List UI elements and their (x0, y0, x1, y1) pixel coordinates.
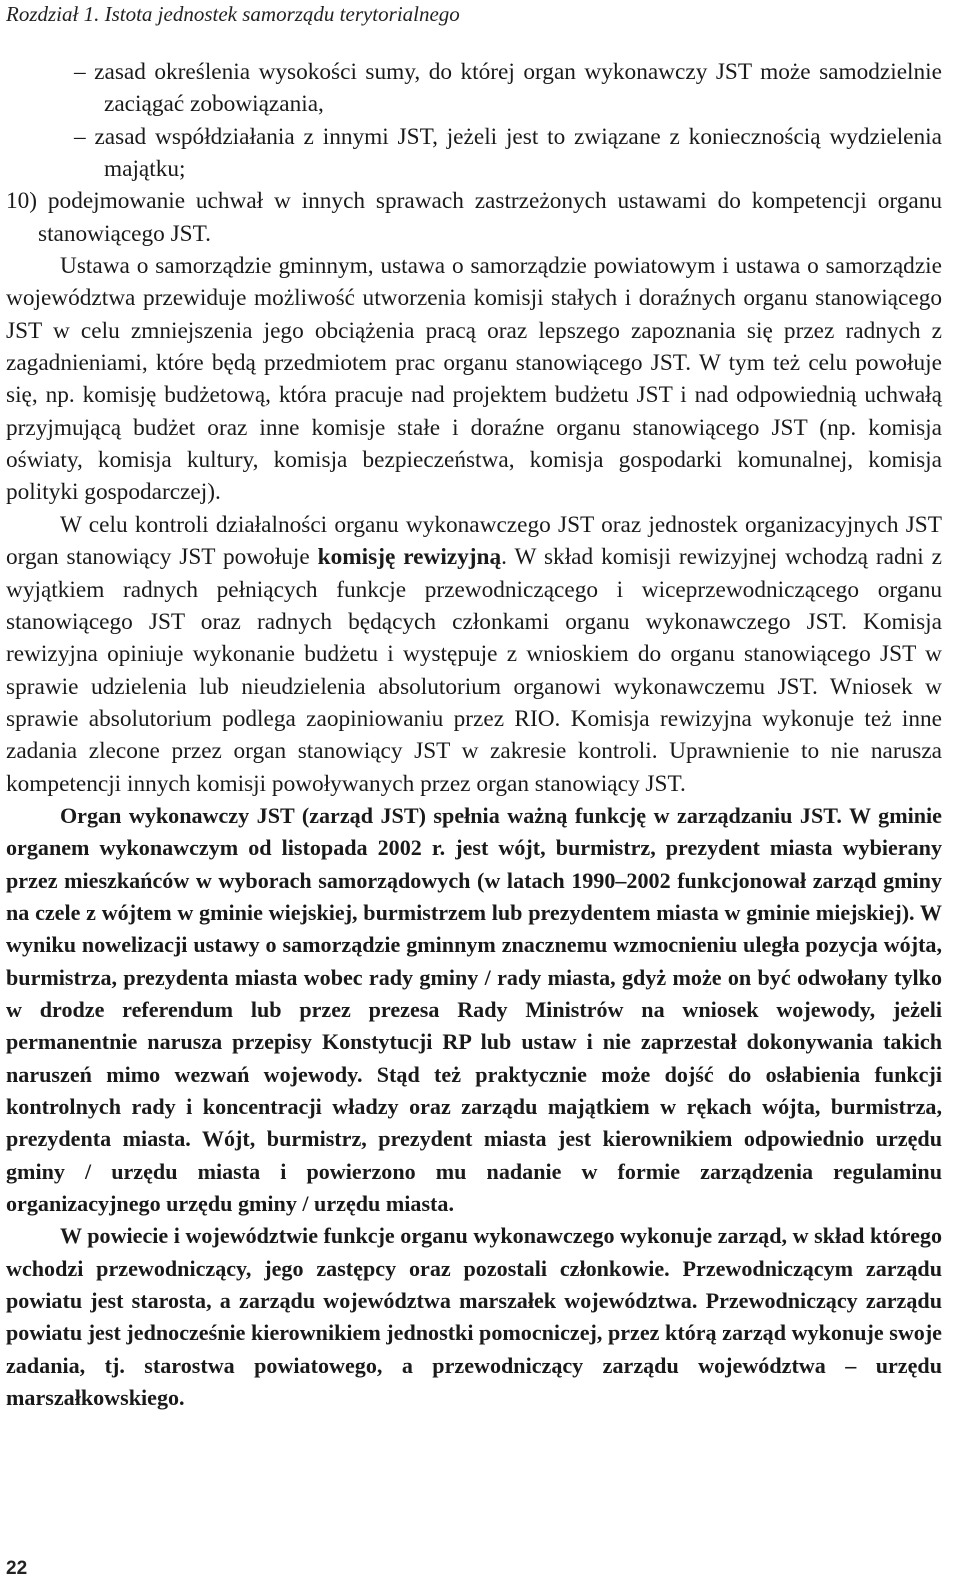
numbered-item-10: 10) podejmowanie uchwał w innych sprawach zastrzeżonych ustawami do kompetencji organu stanowiącego JST. (6, 188, 942, 247)
paragraph-text: W celu kontroli działalności organu wykonawczego JST oraz jednostek organizacyjnych JST organ stanowiący JST powołuje (6, 511, 942, 571)
emphasized-term: komisję rewizyjną (317, 544, 502, 571)
list-item: – zasad współdziałania z innymi JST, jeżeli jest to związane z koniecznością wydzielenia majątku; (74, 123, 942, 183)
paragraph-committees: Ustawa o samorządzie gminnym, ustawa o samorządzie powiatowym i ustawa o samorządzie województwa przewiduje możliwość utworzenia komisji stałych i doraźnych organu stanowiącego JST w celu zmniejszenia jego obciążenia pracą oraz lepszego zapoznania się przez radnych z zagadnieniami, które będą przedmiotem prac organu stanowiącego JST. W tym też celu powołuje się, np. komisję budżetową, która pracuje nad projektem budżetu JST i nad odpowiednią uchwałą przyjmującą budżet oraz inne komisje stałe i doraźne organu stanowiącego JST (np. komisja oświaty, komisja kultury, komisja bezpieczeństwa, komisja gospodarki komunalnej, komisja polityki gospodarczej). (6, 253, 942, 506)
running-header: Rozdział 1. Istota jednostek samorządu terytorialnego (6, 2, 460, 26)
page-number: 22 (6, 1558, 28, 1579)
list-item: – zasad określenia wysokości sumy, do której organ wykonawczy JST może samodzielnie zaciągać zobowiązania, (74, 59, 942, 118)
paragraph-text: . W skład komisji rewizyjnej wchodzą radni z wyjątkiem radnych pełniących funkcje przewodniczącego i wiceprzewodniczącego organu stanowiącego JST oraz radnych będących członkami organu wykonawczego JST. Komisja rewizyjna opiniuje wykonanie budżetu i występuje z wnioskiem do organu stanowiącego JST w sprawie udzielenia lub nieudzielenia absolutorium organowi wykonawczemu JST. Wniosek w sprawie absolutorium podlega zaopiniowaniu przez RIO. Komisja rewizyjna wykonuje też inne zadania zlecone przez organ stanowiący JST w zakresie kontroli. Uprawnienie to nie narusza kompetencji innych komisji powoływanych przez organ stanowiący JST. (6, 544, 942, 797)
paragraph-county-voivodeship: W powiecie i województwie funkcje organu wykonawczego wykonuje zarząd, w skład którego wchodzi przewodniczący, jego zastępcy oraz pozostali członkowie. Przewodniczącym zarządu powiatu jest starosta, a zarządu województwa marszałek województwa. Przewodniczący zarządu powiatu jest jednocześnie kierownikiem jednostki pomocniczej, przez którą zarząd wykonuje swoje zadania, tj. starostwa powiatowego, a przewodniczący zarządu województwa – urzędu marszałkowskiego. (6, 1223, 942, 1411)
paragraph-audit-committee (6, 509, 942, 800)
body-text (6, 56, 942, 1414)
paragraph-executive-body: Organ wykonawczy JST (zarząd JST) spełnia ważną funkcję w zarządzaniu JST. W gminie organem wykonawczym od listopada 2002 r. jest wójt, burmistrz, prezydent miasta wybierany przez mieszkańców w wyborach samorządowych (w latach 1990–2002 funkcjonował zarząd gminy na czele z wójtem w gminie wiejskiej, burmistrzem lub prezydentem miasta w gminie miejskiej). W wyniku nowelizacji ustawy o samorządzie gminnym znacznemu wzmocnieniu uległa pozycja wójta, burmistrza, prezydenta miasta wobec rady gminy / rady miasta, gdyż może on być odwołany tylko w drodze referendum lub przez prezesa Rady Ministrów na wniosek wojewody, jeżeli permanentnie narusza przepisy Konstytucji RP lub ustaw i nie zaprzestał dokonywania takich naruszeń mimo wezwań wojewody. Stąd też praktycznie może dojść do osłabienia funkcji kontrolnych rady i koncentracji władzy oraz zarządu majątkiem w rękach wójta, burmistrza, prezydenta miasta. Wójt, burmistrz, prezydent miasta jest kierownikiem odpowiednio urzędu gminy / urzędu miasta i powierzono mu nadanie w formie zarządzenia regulaminu organizacyjnego urzędu gminy / urzędu miasta. (6, 802, 942, 1217)
